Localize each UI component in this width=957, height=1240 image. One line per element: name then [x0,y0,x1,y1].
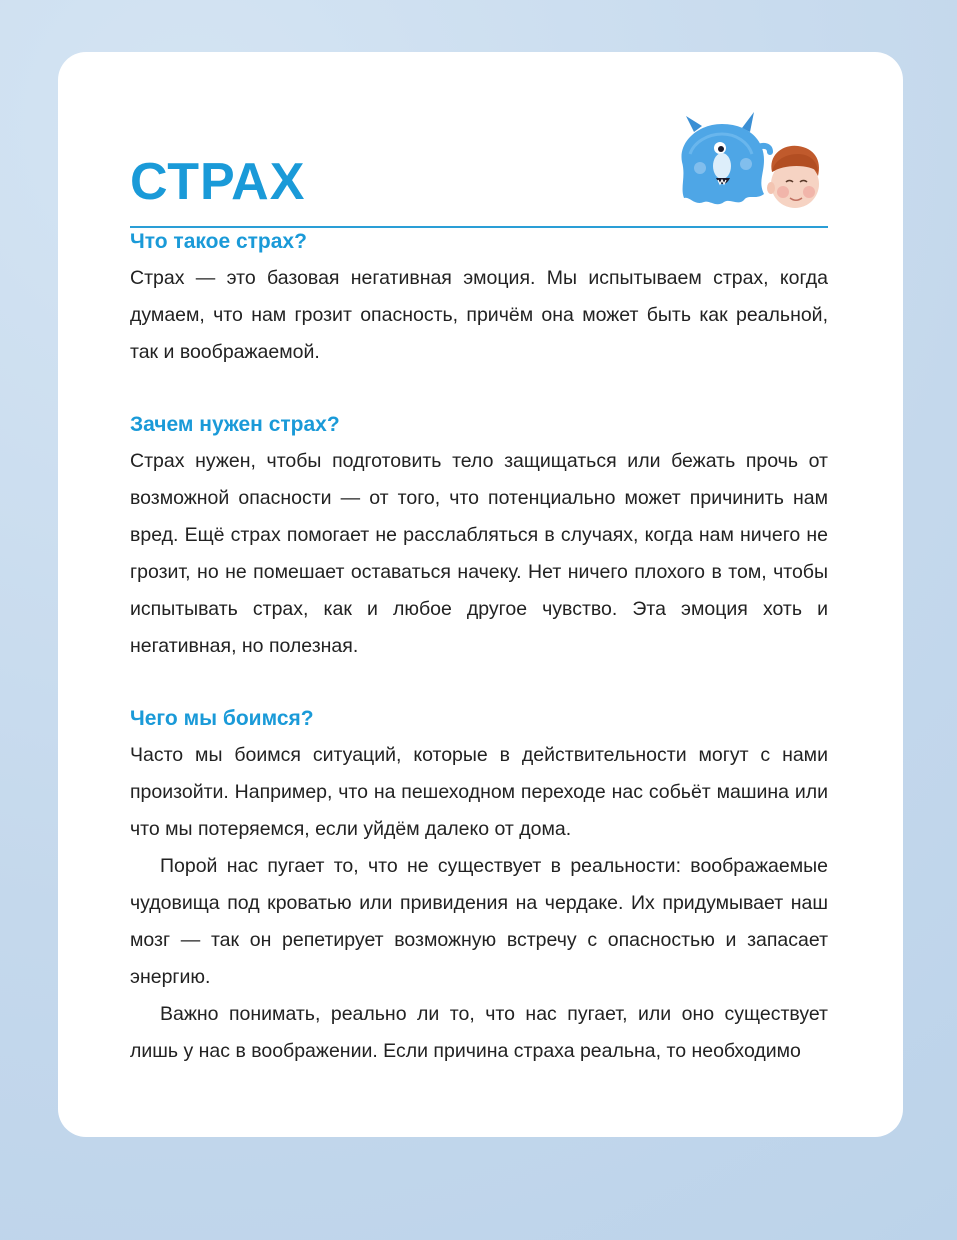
boy-face-icon [767,146,819,208]
section-heading: Чего мы боимся? [130,707,314,730]
section-heading: Что такое страх? [130,230,307,253]
content [130,226,828,1070]
section-why-fear [130,411,828,665]
monster-icon [681,112,770,204]
paragraph: Важно понимать, реально ли то, что нас пугает, или оно существует лишь у нас в воображении. Если причина страха реальна, то необходимо [130,1003,828,1062]
section-what-is-fear [130,228,828,371]
page-title: СТРАХ [130,153,306,211]
page-card [58,52,903,1137]
section-what-we-fear [130,705,828,1070]
paragraph: Часто мы боимся ситуаций, которые в действительности могут с нами произойти. Например, что на пешеходном переходе нас собьёт машина или что мы потеряемся, если уйдём далеко от дома. [130,744,828,840]
paragraph: Страх — это базовая негативная эмоция. Мы испытываем страх, когда думаем, что нам грозит опасность, причём она может быть как реальной, так и воображаемой. [130,267,828,363]
paragraph: Страх нужен, чтобы подготовить тело защищаться или бежать прочь от возможной опасности — от того, что потенциально может причинить нам вред. Ещё страх помогает не расслабляться в случаях, когда нам ничего не грозит, но не помешает оставаться начеку. Нет ничего плохого в том, чтобы испытывать страх, как и любое другое чувство. Эта эмоция хоть и негативная, но полезная. [130,450,828,657]
section-heading: Зачем нужен страх? [130,413,340,436]
header-illustration [664,102,834,220]
title-row [130,102,828,228]
paragraph: Порой нас пугает то, что не существует в реальности: воображаемые чудовища под кроватью или привидения на чердаке. Их придумывает наш мозг — так он репетирует возможную встречу с опасностью и запасает энергию. [130,855,828,988]
